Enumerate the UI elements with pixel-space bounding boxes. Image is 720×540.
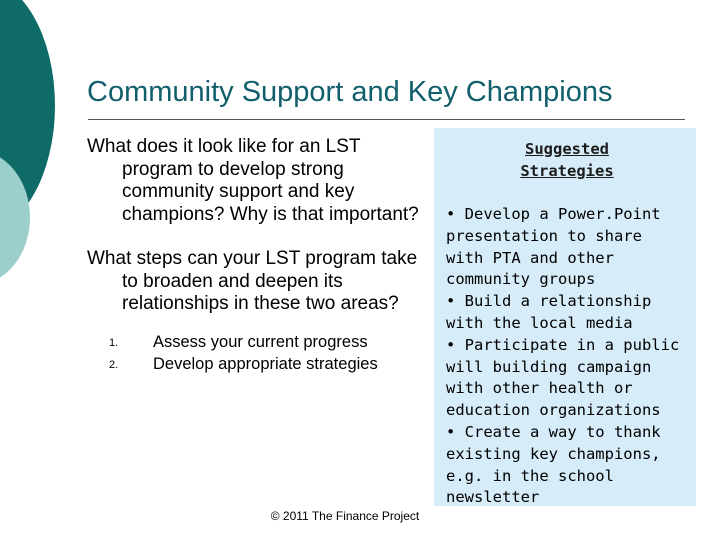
step-item bbox=[87, 331, 427, 354]
panel-heading bbox=[446, 138, 688, 182]
step-number: 2. bbox=[109, 359, 119, 371]
title-divider bbox=[88, 119, 685, 120]
questions-column bbox=[87, 136, 427, 376]
strategy-item: • Build a relationship with the local media bbox=[446, 292, 652, 332]
step-text: Develop appropriate strategies bbox=[153, 355, 378, 373]
steps-list bbox=[87, 331, 427, 376]
strategies-list bbox=[446, 204, 688, 509]
strategy-item: • Develop a Power.Point presentation to share with PTA and other community groups bbox=[446, 205, 661, 289]
suggested-strategies-panel bbox=[434, 128, 696, 506]
copyright-footer: © 2011 The Finance Project bbox=[270, 509, 420, 523]
strategy-item: • Create a way to thank existing key champions, e.g. in the school newsletter bbox=[446, 422, 661, 507]
panel-heading-line-1: Suggested bbox=[525, 140, 609, 158]
step-item bbox=[87, 353, 427, 376]
panel-heading-line-2: Strategies bbox=[520, 162, 614, 180]
strategy-item: • Participate in a public will building campaign with other health or education organizations bbox=[446, 335, 680, 420]
question-paragraph-2: What steps can your LST program take to broaden and deepen its relationships in these two areas? bbox=[87, 248, 418, 314]
step-text: Assess your current progress bbox=[153, 332, 368, 351]
question-paragraph-1: What does it look like for an LST program to develop strong community support and key champions? Why is that important? bbox=[87, 136, 419, 225]
step-number: 1. bbox=[109, 336, 119, 349]
slide-title: Community Support and Key Champions bbox=[87, 76, 613, 108]
